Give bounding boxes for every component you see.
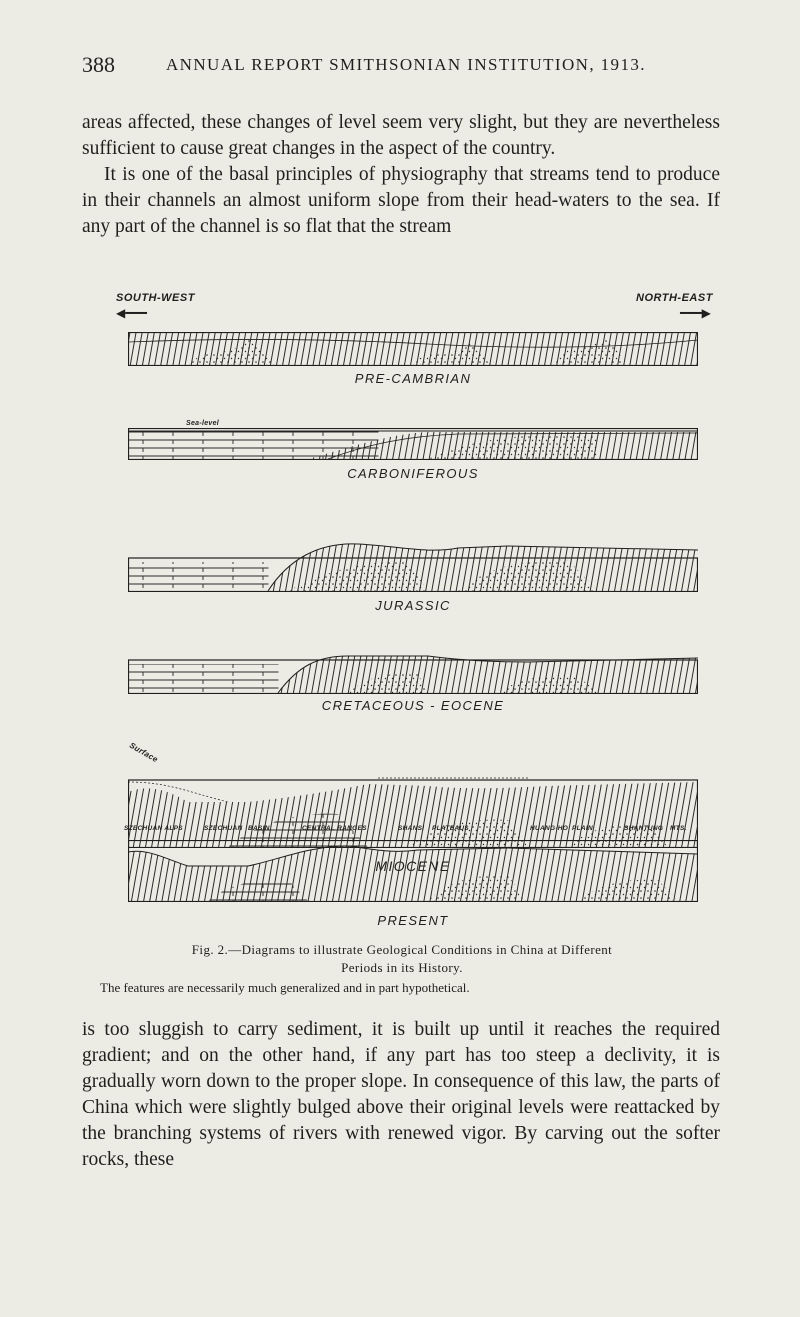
arrow-left-icon: ◀━━━ — [116, 306, 147, 320]
panel-cretaceous-eocene — [128, 652, 698, 694]
label-carboniferous: CARBONIFEROUS — [347, 466, 479, 481]
panel-pre-cambrian — [128, 332, 698, 366]
cretaceous-eocene-section — [128, 652, 698, 694]
label-pre-cambrian: PRE-CAMBRIAN — [354, 371, 472, 386]
region-mts: MTS. — [670, 825, 687, 832]
carboniferous-section — [128, 428, 698, 460]
jurassic-section — [128, 540, 698, 592]
region-shantung: SHANTUNG — [624, 825, 664, 832]
running-title: ANNUAL REPORT SMITHSONIAN INSTITUTION, 1913. — [166, 55, 646, 74]
sea-level-label: Sea-level — [186, 420, 220, 427]
region-plain: PLAIN — [572, 825, 593, 832]
figure-caption-line-2: Periods in its History. — [341, 960, 463, 975]
paragraph-1 — [82, 110, 720, 240]
label-present: PRESENT — [377, 913, 449, 928]
figure-caption-line-1: Fig. 2.—Diagrams to illustrate Geological Conditions in China at Different — [191, 942, 613, 957]
miocene-section — [128, 762, 698, 848]
paragraph-2-text: It is one of the basal principles of physiography that streams tend to produce in their channels an almost uniform slope from their head-waters to the sea. If any part of the channel is so flat that the stream — [82, 164, 720, 237]
pre-cambrian-section — [128, 332, 698, 366]
arrow-right-icon: ━━━▶ — [680, 306, 711, 320]
panel-carboniferous — [128, 428, 698, 460]
region-huang-ho: HUANG-HO — [530, 825, 569, 832]
direction-north-east: NORTH-EAST — [636, 292, 713, 304]
surface-label: Surface — [127, 740, 160, 765]
present-section — [128, 840, 698, 902]
region-szechuan: SZECHUAN — [204, 825, 243, 832]
page-number: 388 — [82, 52, 115, 77]
region-basin: BASIN — [248, 825, 270, 832]
paragraph-1-text: areas affected, these changes of level seem very slight, but they are nevertheless sufficient to cause great changes in the aspect of the country. — [82, 112, 720, 159]
label-cretaceous-eocene: CRETACEOUS - EOCENE — [321, 698, 505, 713]
page-header — [82, 52, 732, 86]
region-plateaus: PLATEAUS — [432, 825, 469, 832]
paragraph-3: is too sluggish to carry sediment, it is built up until it reaches the required gradient; and on the other hand, if any part has too steep a declivity, it is gradually worn down to the proper slope. In consequence of this law, the parts of China which were slightly bulged above their original levels were reattacked by the branching systems of rivers with renewed vigor. By carving out the softer rocks, these — [82, 1019, 720, 1170]
region-shansi: SHANSI — [398, 825, 425, 832]
label-jurassic: JURASSIC — [375, 598, 451, 613]
panel-jurassic — [128, 540, 698, 592]
direction-south-west: SOUTH-WEST — [116, 292, 195, 304]
region-szechuan-alps: SZECHUAN ALPS — [124, 825, 183, 832]
region-central-ranges: CENTRAL RANGES — [302, 825, 367, 832]
panel-present — [128, 840, 698, 902]
figure-caption-note: The features are necessarily much generalized and in part hypothetical. — [100, 980, 470, 995]
panel-miocene — [128, 762, 698, 848]
